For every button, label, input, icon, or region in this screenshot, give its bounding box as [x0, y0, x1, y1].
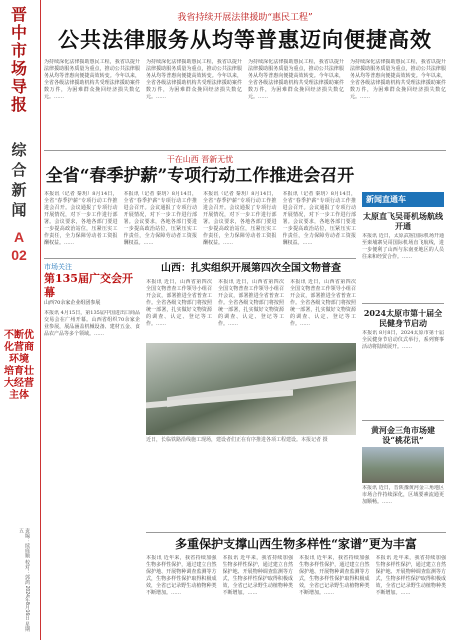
story-spring-wages: [44, 154, 356, 261]
sidebar-item-title: 太原直飞吴哥机场航线开通: [363, 211, 443, 231]
lead-body: 为持续深化法律援助惠民工程，我省以提升法律援助服务质量为重点，推动公共法律服务从均等普惠向便捷高效转变。今年以来，全省各级法律援助机构共受理法律援助案件数万件，为困难群众挽回经济损失数亿元。……: [248, 59, 344, 100]
story4-body: 本报讯 近日，山西省第四次全国文物普查工作领导小组召开会议，部署推进全省普查工作。全省各级文物部门将按照统一部署，扎实做好文物资源的调查、认定、登记等工作。……: [218, 279, 284, 327]
news-sidebar: [362, 192, 444, 545]
lead-body: 为持续深化法律援助惠民工程，我省以提升法律援助服务质量为重点，推动公共法律服务从均等普惠向便捷高效转变。今年以来，全省各级法律援助机构共受理法律援助案件数万件，为困难群众挽回经济损失数亿元。……: [44, 59, 140, 100]
lead-headline: 公共法律服务从均等普惠迈向便捷高效: [58, 27, 432, 52]
story4-body: 本报讯 近日，山西省第四次全国文物普查工作领导小组召开会议，部署推进全省普查工作。全省各级文物部门将按照统一部署，扎实做好文物资源的调查、认定、登记等工作。……: [290, 279, 356, 327]
main-content: [44, 0, 446, 640]
story4-body: 本报讯 近日，山西省第四次全国文物普查工作领导小组召开会议，部署推进全省普查工作。全省各级文物部门将按照统一部署，扎实做好文物资源的调查、认定、登记等工作。……: [146, 279, 212, 327]
story3-kicker: 市场关注: [44, 263, 72, 271]
story2-body: 本报讯（记者 秦玥）8月14日，全省“春季护薪”专项行动工作推进会召开。会议通报了专项行动开展情况，对下一步工作进行部署。会议要求，各地各部门要进一步提高政治站位，压紧压实工作责任，全力保障劳动者工资报酬权益。……: [123, 191, 197, 246]
photo-caption: 近日，长临铁路沿线施工现场，建设者们正在有序推进各项工程建设。本报记者 摄: [146, 437, 328, 443]
story2-body: 本报讯（记者 秦玥）8月14日，全省“春季护薪”专项行动工作推进会召开。会议通报了专项行动开展情况，对下一步工作进行部署。会议要求，各地各部门要进一步提高政治站位，压紧压实工作责任，全力保障劳动者工资报酬权益。……: [282, 191, 356, 246]
sidebar-photo: [362, 447, 444, 483]
story2-body: 本报讯（记者 秦玥）8月14日，全省“春季护薪”专项行动工作推进会召开。会议通报了专项行动开展情况，对下一步工作进行部署。会议要求，各地各部门要进一步提高政治站位，压紧压实工作责任，全力保障劳动者工资报酬权益。……: [203, 191, 277, 246]
edition-number: [6, 228, 32, 264]
story5-body: 本报讯 近年来，我省持续加强生物多样性保护，通过建立自然保护地、开展物种调查监测等方式，生物多样性保护取得积极成效，全省已记录野生动植物种类不断增加。……: [375, 555, 446, 596]
story-biodiversity: [146, 536, 446, 635]
sidebar-item-body: 本报讯 近日，晋陕豫黄河金三角地区市场合作持续深化，区域要素流通更加顺畅。……: [362, 485, 444, 505]
sidebar-item-body: 本报讯 近日，太原武宿国际机场开通至柬埔寨吴哥国际机场直飞航线，进一步便利了山西与东南亚地区的人员往来和经贸合作。……: [362, 233, 444, 260]
lead-body: 为持续深化法律援助惠民工程，我省以提升法律援助服务质量为重点，推动公共法律服务从均等普惠向便捷高效转变。今年以来，全省各级法律援助机构共受理法律援助案件数万件，为困难群众挽回经济损失数亿元。……: [146, 59, 242, 100]
slogan: 不断优化营商环境 培育壮大经营主体: [4, 330, 34, 401]
divider: [362, 303, 444, 304]
section-name: 综合新闻: [11, 141, 27, 219]
divider: [44, 150, 446, 151]
story2-kicker: 干在山西 晋新无忧: [166, 155, 234, 164]
masthead-logo: 晋中市场导报: [10, 5, 27, 114]
story-canton-fair: [44, 262, 140, 482]
story3-sub: 山西70余家企业组团参展: [44, 300, 101, 306]
story2-headline: 全省“春季护薪”专项行动工作推进会召开: [45, 166, 355, 186]
story5-body: 本报讯 近年来，我省持续加强生物多样性保护，通过建立自然保护地、开展物种调查监测等方式，生物多样性保护取得积极成效，全省已记录野生动植物种类不断增加。……: [222, 555, 293, 596]
story-relics-census: [146, 262, 356, 444]
story2-body: 本报讯（记者 秦玥）8月14日，全省“春季护薪”专项行动工作推进会召开。会议通报了专项行动开展情况，对下一步工作进行部署。会议要求，各地各部门要进一步提高政治站位，压紧压实工作责任，全力保障劳动者工资报酬权益。……: [44, 191, 118, 246]
story5-body: 本报讯 近年来，我省持续加强生物多样性保护，通过建立自然保护地、开展物种调查监测等方式，生物多样性保护取得积极成效，全省已记录野生动植物种类不断增加。……: [299, 555, 370, 596]
sidebar-item-title: 黄河金三角市场建设“桃花讯”: [371, 425, 435, 445]
story4-headline: 山西：扎实组织开展第四次全国文物普查: [161, 263, 341, 274]
story5-headline: 多重保护支撑山西生物多样性“家谱”更为丰富: [175, 537, 417, 551]
sidebar-header: 新闻直通车: [362, 192, 444, 207]
divider: [362, 420, 444, 421]
divider: [146, 532, 446, 533]
edition-letter: A: [13, 229, 25, 245]
lead-body: 为持续深化法律援助惠民工程，我省以提升法律援助服务质量为重点，推动公共法律服务从均等普惠向便捷高效转变。今年以来，全省各级法律援助机构共受理法律援助案件数万件，为困难群众挽回经济损失数亿元。……: [350, 59, 446, 100]
sidebar-item-title: 2024太原市第十届全民健身节启动: [363, 308, 443, 328]
story3-body: 本报讯 4月15日，第135届中国进出口商品交易会在广州开幕。山西省组织70余家企业参展，展品涵盖机械设备、建材五金、食品农产品等多个领域。……: [44, 310, 140, 337]
left-column: [0, 0, 41, 640]
railway-photo: [146, 343, 356, 435]
divider: [44, 258, 356, 259]
footer-info: 责编：续庭顺 校对：郭鸿 2024年8月16日 星期五: [18, 528, 30, 632]
story3-headline: 第135届广交会开幕: [44, 272, 133, 299]
lead-kicker: 我省持续开展法律援助“惠民工程”: [177, 13, 313, 23]
sidebar-item-body: 本报讯 8月8日，2024太原市第十届全民健身节启动仪式举行，系列赛事活动将陆续展开。……: [362, 330, 444, 350]
edition-no: 02: [11, 247, 27, 263]
lead-story: [44, 10, 446, 149]
story5-body: 本报讯 近年来，我省持续加强生物多样性保护，通过建立自然保护地、开展物种调查监测等方式，生物多样性保护取得积极成效，全省已记录野生动植物种类不断增加。……: [146, 555, 217, 596]
